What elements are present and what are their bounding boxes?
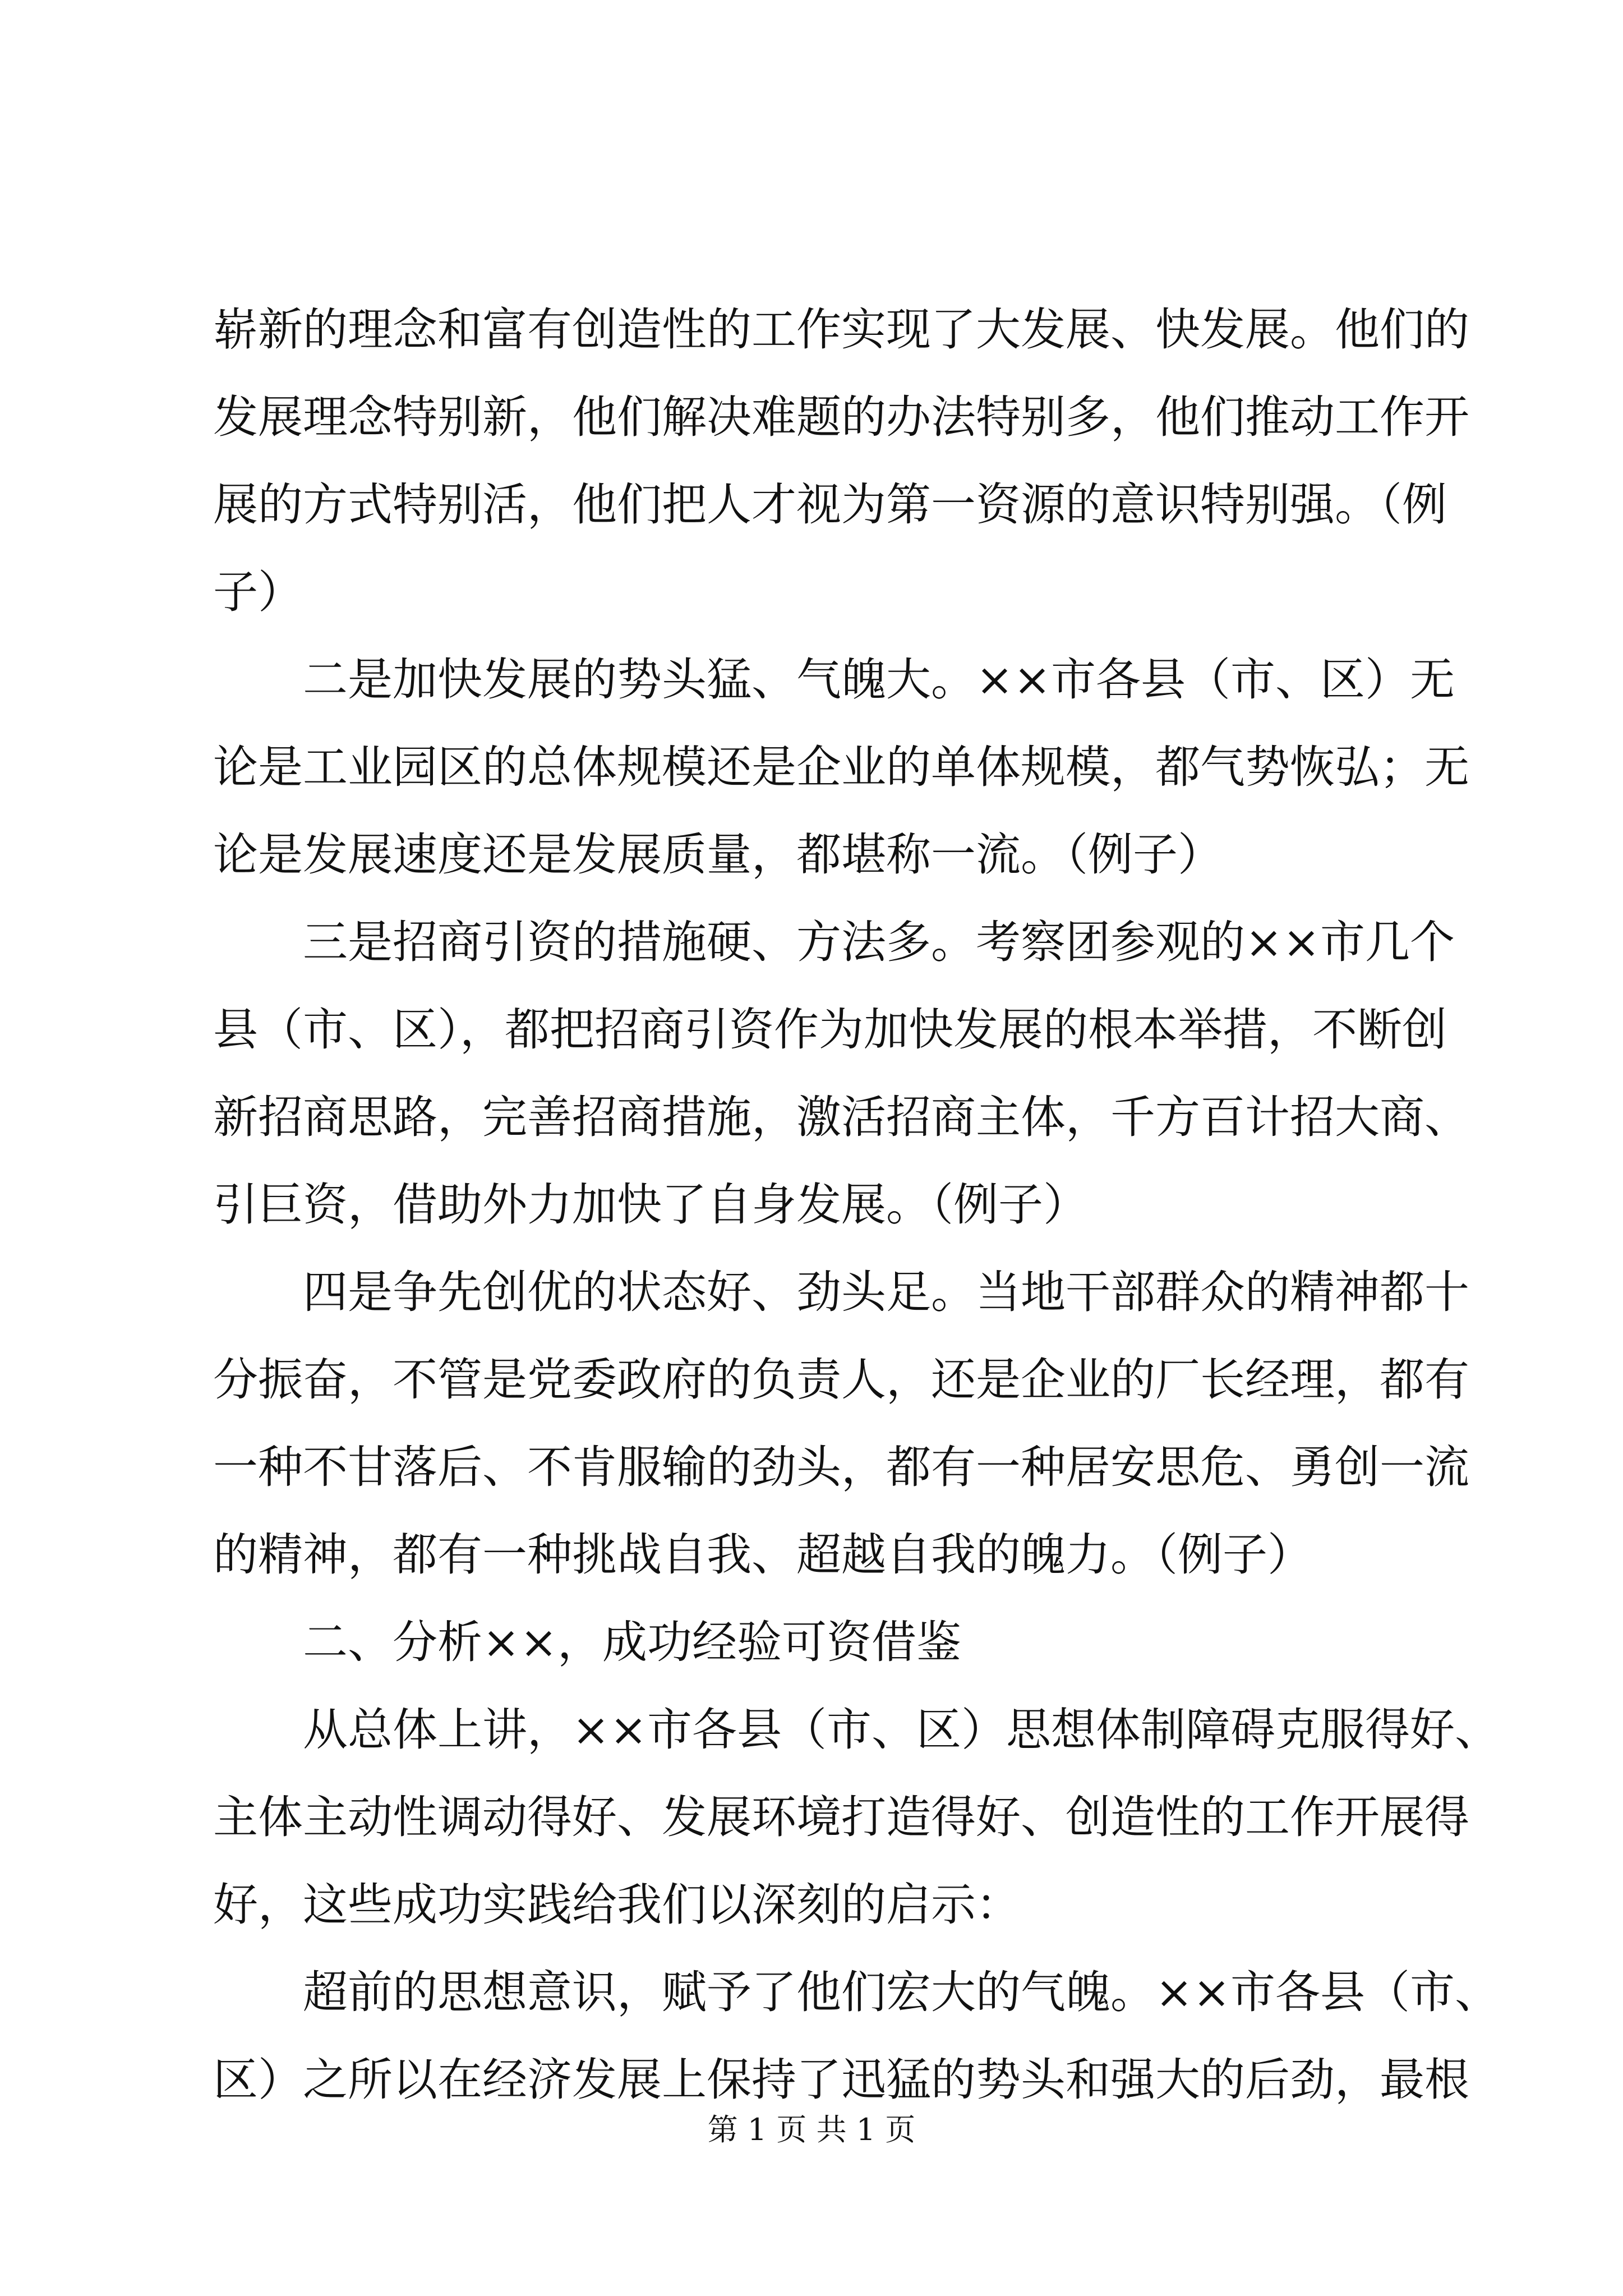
text-line [213,389,1469,445]
text-line [213,1089,1469,1145]
text-line-content: 二是加快发展的势头猛、气魄大。××市各县（市、区）无 [303,654,1455,706]
text-line [213,564,303,620]
section-heading-text: 二、分析××，成功经验可资借鉴 [303,1616,962,1668]
paragraph-first-line [303,1264,1469,1320]
text-line-content: 引巨资，借助外力加快了自身发展。（例子） [213,1179,1088,1231]
section-heading [303,1614,961,1671]
page-footer: 第 1 页 共 1 页 [707,2112,916,2147]
paragraph-first-line [303,914,1455,970]
text-line-content: 子） [213,566,303,618]
text-line-content: 从总体上讲，××市各县（市、区）思想体制障碍克服得好、 [303,1704,1500,1756]
text-line-content: 展的方式特别活，他们把人才视为第一资源的意识特别强。（例 [213,478,1447,531]
paragraph-first-line [303,1702,1500,1758]
text-line-content: 区）之所以在经济发展上保持了迅猛的势头和强大的后劲，最根 [213,2054,1469,2106]
text-line [213,1527,1312,1583]
text-line [213,302,1469,358]
text-line [213,1002,1447,1058]
text-line [213,2052,1469,2108]
text-line [213,827,1223,883]
paragraph-first-line [303,652,1455,708]
text-line-content: 新招商思路，完善招商措施，激活招商主体，千方百计招大商、 [213,1091,1469,1143]
text-line-content: 崭新的理念和富有创造性的工作实现了大发展、快发展。他们的 [213,303,1469,356]
text-line-content: 论是发展速度还是发展质量，都堪称一流。（例子） [213,829,1223,881]
text-line [213,739,1469,795]
text-line [213,1439,1469,1496]
text-line [213,1177,1088,1233]
text-line [213,477,1447,533]
text-line-content: 发展理念特别新，他们解决难题的办法特别多，他们推动工作开 [213,391,1469,443]
text-line-content: 一种不甘落后、不肯服输的劲头，都有一种居安思危、勇创一流 [213,1441,1469,1493]
text-line [213,1789,1469,1846]
text-line-content: 四是争先创优的状态好、劲头足。当地干部群众的精神都十 [303,1266,1469,1318]
text-line-content: 主体主动性调动得好、发展环境打造得好、创造性的工作开展得 [213,1791,1469,1843]
text-line [213,1877,1021,1933]
text-line-content: 三是招商引资的措施硬、方法多。考察团参观的××市几个 [303,916,1455,968]
text-line-content: 县（市、区），都把招商引资作为加快发展的根本举措，不断创 [213,1004,1447,1056]
paragraph-first-line [303,1964,1500,2021]
text-line-content: 好，这些成功实践给我们以深刻的启示： [213,1879,1021,1931]
text-line-content: 超前的思想意识，赋予了他们宏大的气魄。××市各县（市、 [303,1966,1500,2018]
text-line-content: 论是工业园区的总体规模还是企业的单体规模，都气势恢弘；无 [213,741,1469,793]
text-line [213,1352,1469,1408]
text-line-content: 分振奋，不管是党委政府的负责人，还是企业的厂长经理，都有 [213,1354,1469,1406]
text-line-content: 的精神，都有一种挑战自我、超越自我的魄力。（例子） [213,1529,1312,1581]
